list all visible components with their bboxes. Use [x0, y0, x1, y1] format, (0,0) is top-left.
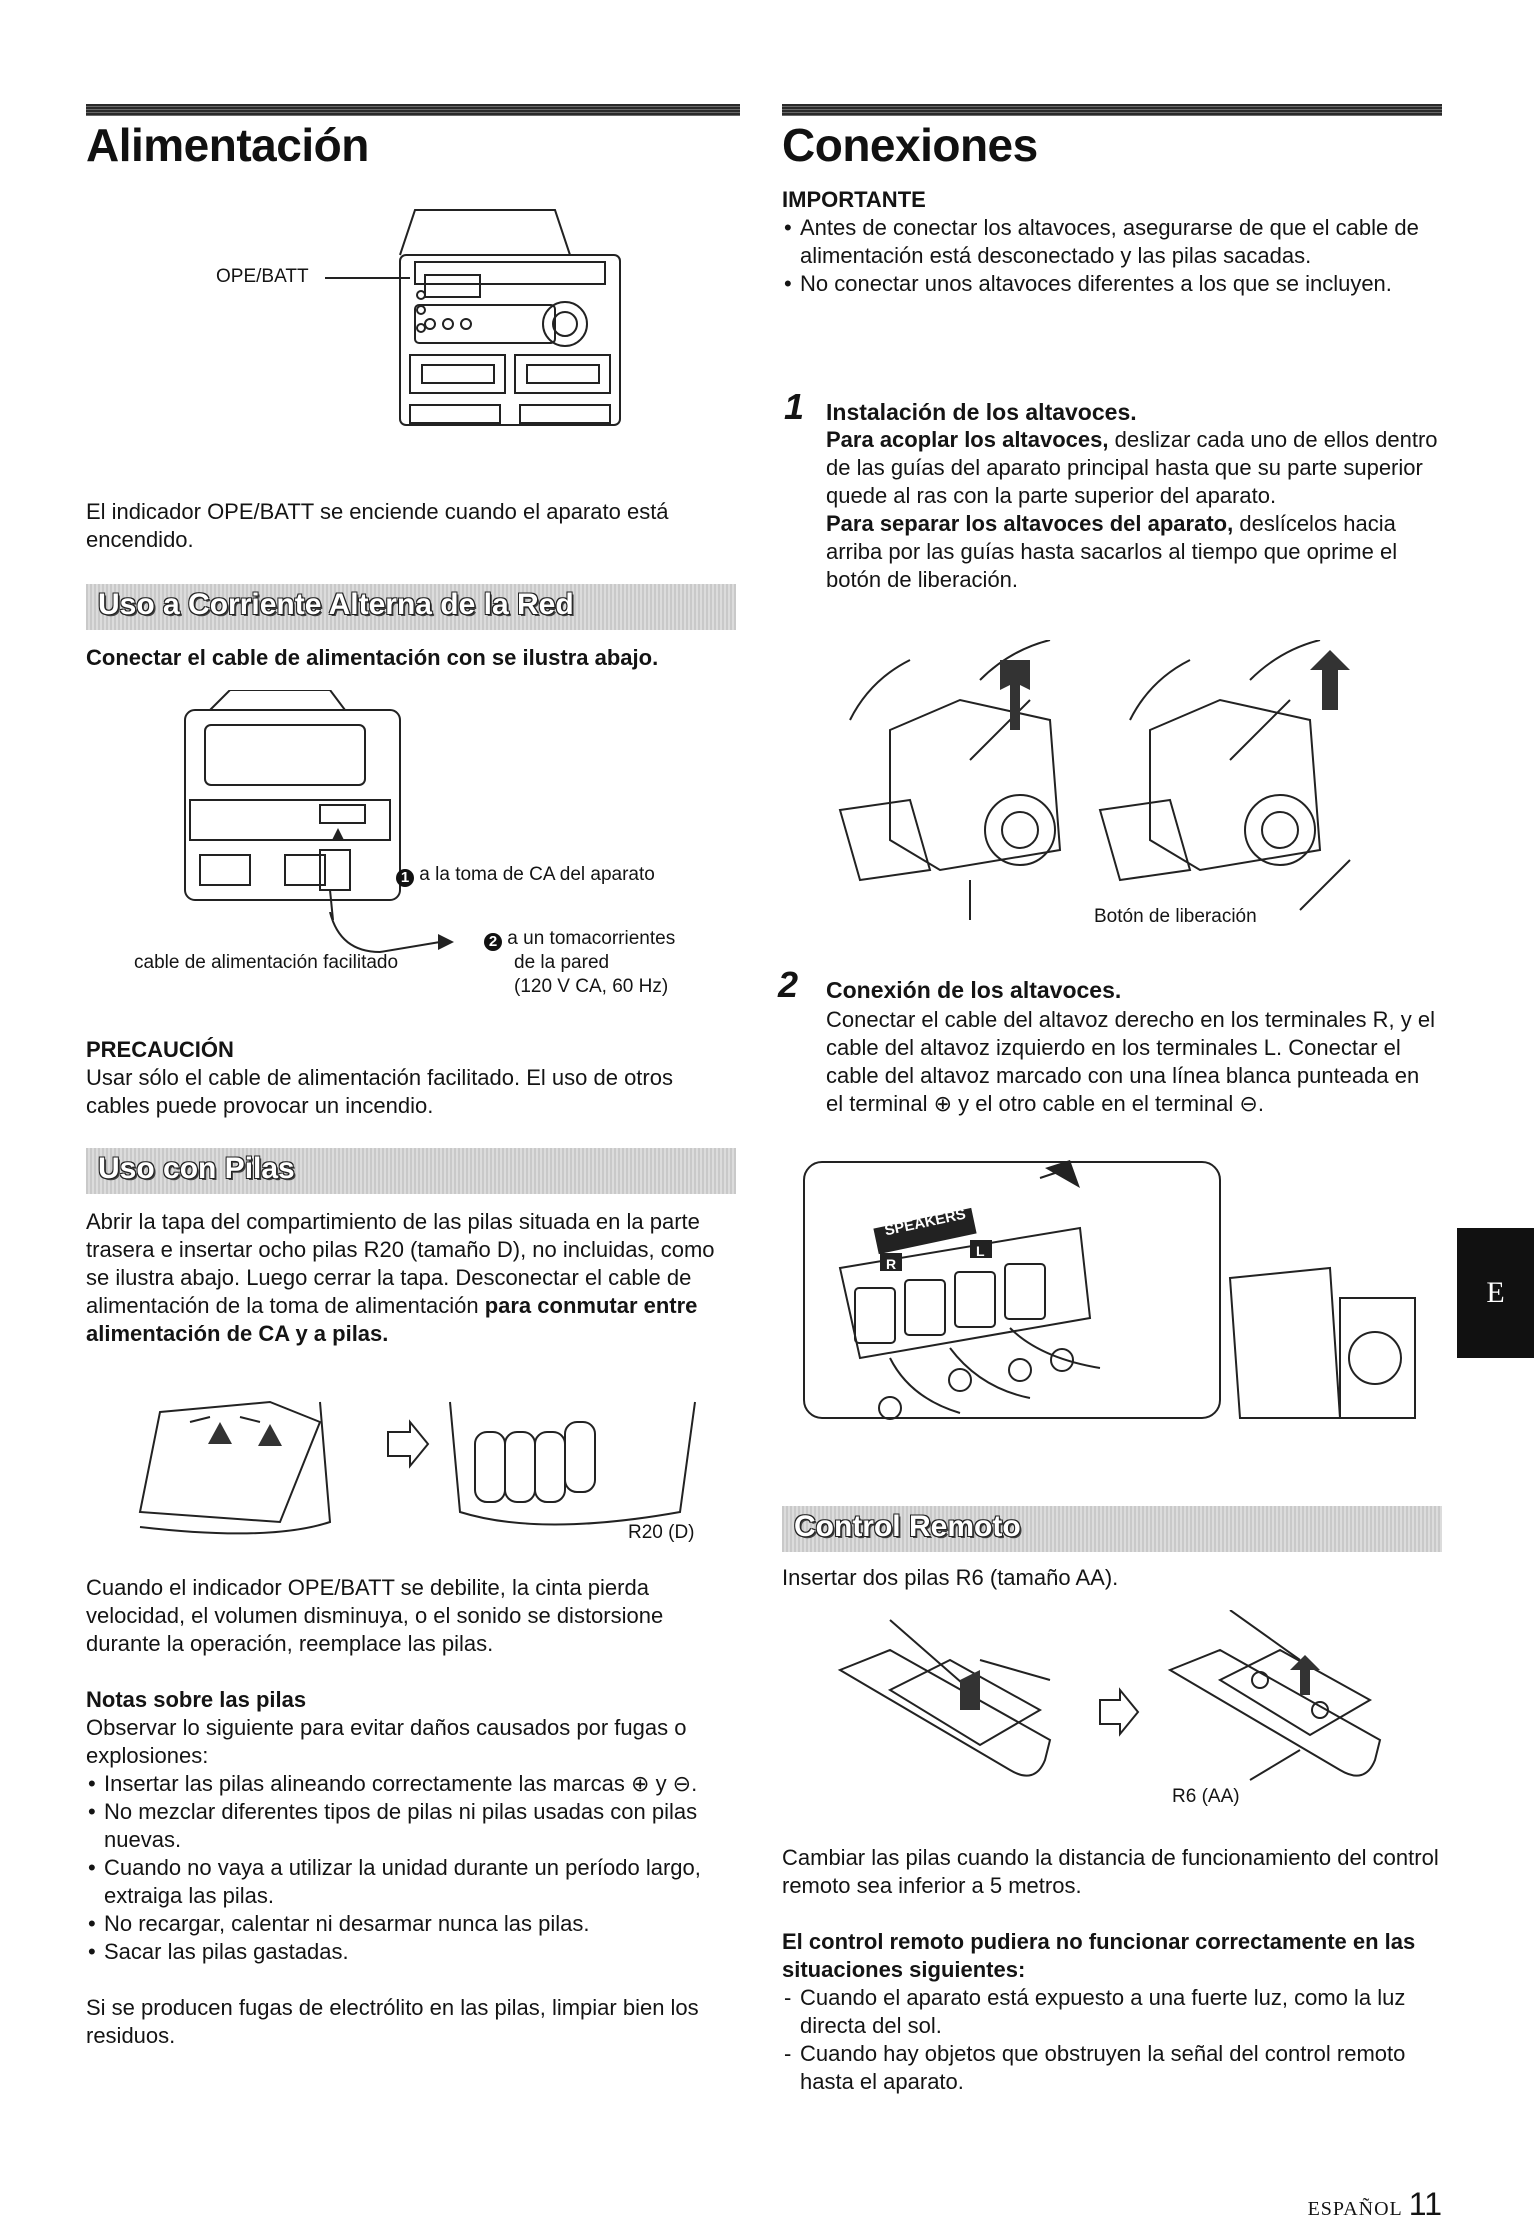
notas-list	[86, 1770, 736, 1966]
list-item: • No conectar unos altavoces diferentes a los que se incluyen.	[782, 270, 1422, 298]
band-uso-pilas-label: Uso con Pilas	[98, 1152, 295, 1185]
band-control-remoto	[782, 1506, 1442, 1552]
ope-batt-label: OPE/BATT	[216, 266, 309, 287]
importante-title: IMPORTANTE	[782, 187, 926, 212]
step-1-text-2: deslícelos hacia arriba por las guías hasta sacarlos al tiempo que oprime el botón de liberación.	[826, 511, 1398, 592]
band-control-remoto-label: Control Remoto	[794, 1510, 1021, 1543]
warn-list	[782, 1984, 1442, 2096]
ac-label-1	[396, 864, 655, 887]
speaker-attach-illustration	[830, 640, 1430, 940]
list-item: • Insertar las pilas alineando correctamente las marcas ⊕ y ⊖.	[86, 1770, 736, 1798]
ac-label-2-text: a un tomacorrientes	[507, 928, 676, 949]
stereo-front-illustration	[210, 200, 640, 450]
page-footer	[1308, 2186, 1442, 2223]
step-2-number: 2	[778, 964, 799, 1005]
warn-title: El control remoto pudiera no funcionar correctamente en las situaciones siguientes:	[782, 1929, 1416, 1982]
terminal-l-label: L	[976, 1243, 985, 1259]
ac-instruction: Conectar el cable de alimentación con se ilustra abajo.	[86, 645, 659, 670]
step-1-bold-2: Para separar los altavoces del aparato,	[826, 511, 1234, 536]
ac-label-1-text: a la toma de CA del aparato	[419, 864, 655, 885]
ac-label-2b: de la pared	[514, 952, 610, 973]
speaker-terminals-illustration	[800, 1158, 1420, 1428]
weak-battery-text: Cuando el indicador OPE/BATT se debilite, la cinta pierda velocidad, el volumen disminuya, o el sonido se distorsione durante la operación, reemplace las pilas.	[86, 1575, 664, 1656]
band-uso-pilas	[86, 1148, 736, 1194]
step-2-text: Conectar el cable del altavoz derecho en los terminales R, y el cable del altavoz izquierdo en los terminales L. Conectar el cable del altavoz marcado con una línea blanca punteada en el terminal ⊕ y el otro cable en el terminal ⊖.	[826, 1007, 1435, 1116]
section-title-conexiones: Conexiones	[782, 119, 1038, 171]
language-tab: E	[1457, 1228, 1534, 1358]
precaucion-title: PRECAUCIÓN	[86, 1037, 234, 1062]
list-item: • Cuando no vaya a utilizar la unidad durante un período largo, extraiga las pilas.	[86, 1854, 736, 1910]
notas-end: Si se producen fugas de electrólito en las pilas, limpiar bien los residuos.	[86, 1995, 699, 2048]
footer-language: ESPAÑOL	[1307, 2198, 1403, 2220]
band-corriente-alterna	[86, 584, 736, 630]
num-1-icon: 1	[396, 869, 414, 887]
remote-battery-illustration	[830, 1610, 1430, 1810]
pilas-text-bold: para conmutar entre alimentación de CA y a pilas.	[86, 1293, 698, 1346]
cable-label: cable de alimentación facilitado	[134, 952, 399, 973]
notas-intro: Observar lo siguiente para evitar daños causados por fugas o explosiones:	[86, 1715, 687, 1768]
band-corriente-alterna-label: Uso a Corriente Alterna de la Red	[98, 588, 574, 621]
ac-label-2	[484, 928, 675, 951]
pilas-text	[86, 1208, 740, 1348]
step-1-text	[826, 426, 1442, 594]
boton-liberacion-label: Botón de liberación	[1094, 906, 1257, 927]
section-title-alimentacion: Alimentación	[86, 119, 369, 171]
step-1-text-1: deslizar cada uno de ellos dentro de las guías del aparato principal hasta que su parte superior quede al ras con la parte superior del aparato.	[826, 427, 1438, 508]
step-1-bold-1: Para acoplar los altavoces,	[826, 427, 1109, 452]
num-2-icon: 2	[484, 933, 502, 951]
battery-compartment-illustration	[120, 1392, 710, 1537]
step-1-title: Instalación de los altavoces.	[826, 399, 1137, 425]
list-item: - Cuando hay objetos que obstruyen la señal del control remoto hasta el aparato.	[782, 2040, 1442, 2096]
page-number: 11	[1408, 2186, 1442, 2222]
list-item: • No recargar, calentar ni desarmar nunca las pilas.	[86, 1910, 736, 1938]
importante-list	[782, 214, 1422, 298]
indicator-text: El indicador OPE/BATT se enciende cuando el aparato está encendido.	[86, 499, 669, 552]
list-item: - Cuando el aparato está expuesto a una fuerte luz, como la luz directa del sol.	[782, 1984, 1442, 2040]
change-batteries-text: Cambiar las pilas cuando la distancia de funcionamiento del control remoto sea inferior a 5 metros.	[782, 1845, 1439, 1898]
list-item: • Antes de conectar los altavoces, asegurarse de que el cable de alimentación está desconectado y las pilas sacadas.	[782, 214, 1422, 270]
notas-title: Notas sobre las pilas	[86, 1687, 307, 1712]
list-item: • Sacar las pilas gastadas.	[86, 1938, 736, 1966]
r20-label: R20 (D)	[628, 1522, 695, 1543]
power-cable-illustration	[170, 690, 430, 920]
remote-text: Insertar dos pilas R6 (tamaño AA).	[782, 1565, 1119, 1590]
list-item: • No mezclar diferentes tipos de pilas ni pilas usadas con pilas nuevas.	[86, 1798, 736, 1854]
step-1-number: 1	[784, 386, 805, 427]
precaucion-text: Usar sólo el cable de alimentación facilitado. El uso de otros cables puede provocar un incendio.	[86, 1065, 673, 1118]
r6-label: R6 (AA)	[1172, 1786, 1240, 1807]
pilas-text-plain: Abrir la tapa del compartimiento de las pilas situada en la parte trasera e insertar ocho pilas R20 (tamaño D), no incluidas, como se ilustra abajo. Luego cerrar la tapa. Desconectar el cable de alimentación de la toma de alimentación	[86, 1209, 715, 1318]
terminal-r-label: R	[886, 1256, 897, 1272]
title-rule-right	[782, 104, 1442, 116]
step-2-title: Conexión de los altavoces.	[826, 977, 1122, 1003]
title-rule-left	[86, 104, 740, 116]
speakers-label: SPEAKERS	[883, 1205, 968, 1240]
ac-label-2c: (120 V CA, 60 Hz)	[514, 976, 669, 997]
